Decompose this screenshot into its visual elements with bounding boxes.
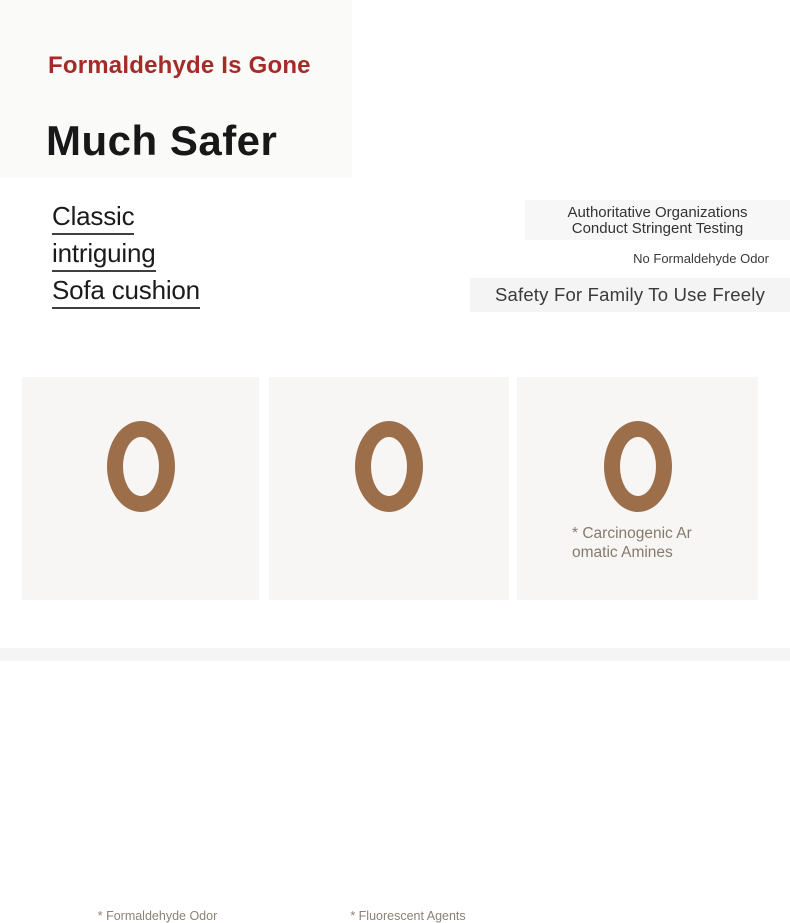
- authority-statement: [525, 200, 790, 240]
- zero-card-formaldehyde-odor: [22, 377, 259, 923]
- feature-item-intriguing: intriguing: [52, 239, 156, 272]
- page-title: Much Safer: [46, 117, 278, 164]
- card-label: * Formaldehyde Odor: [97, 909, 218, 923]
- zero-icon: [604, 421, 672, 512]
- zero-icon: [107, 421, 175, 512]
- zero-card-carcinogenic-amines: [517, 377, 758, 600]
- feature-item-sofa-cushion: Sofa cushion: [52, 276, 200, 309]
- feature-item-classic: Classic: [52, 202, 134, 235]
- card-label: [572, 524, 692, 562]
- safety-statement: Safety For Family To Use Freely: [494, 284, 766, 305]
- card-label-line1: * Carcinogenic Ar: [572, 525, 692, 542]
- bottom-strip: [0, 648, 790, 661]
- zero-icon: [355, 421, 423, 512]
- authority-statement-line2: Conduct Stringent Testing: [571, 220, 744, 237]
- card-label-line2: omatic Amines: [572, 544, 673, 561]
- zero-card-fluorescent-agents: [269, 377, 509, 923]
- safety-statement-block: [470, 278, 790, 312]
- product-features: [52, 202, 200, 313]
- card-label: * Fluorescent Agents: [350, 909, 466, 923]
- authority-statement-line1: Authoritative Organizations: [567, 204, 748, 221]
- eyebrow-title: Formaldehyde Is Gone: [48, 52, 311, 79]
- no-formaldehyde-note: No Formaldehyde Odor: [633, 251, 769, 266]
